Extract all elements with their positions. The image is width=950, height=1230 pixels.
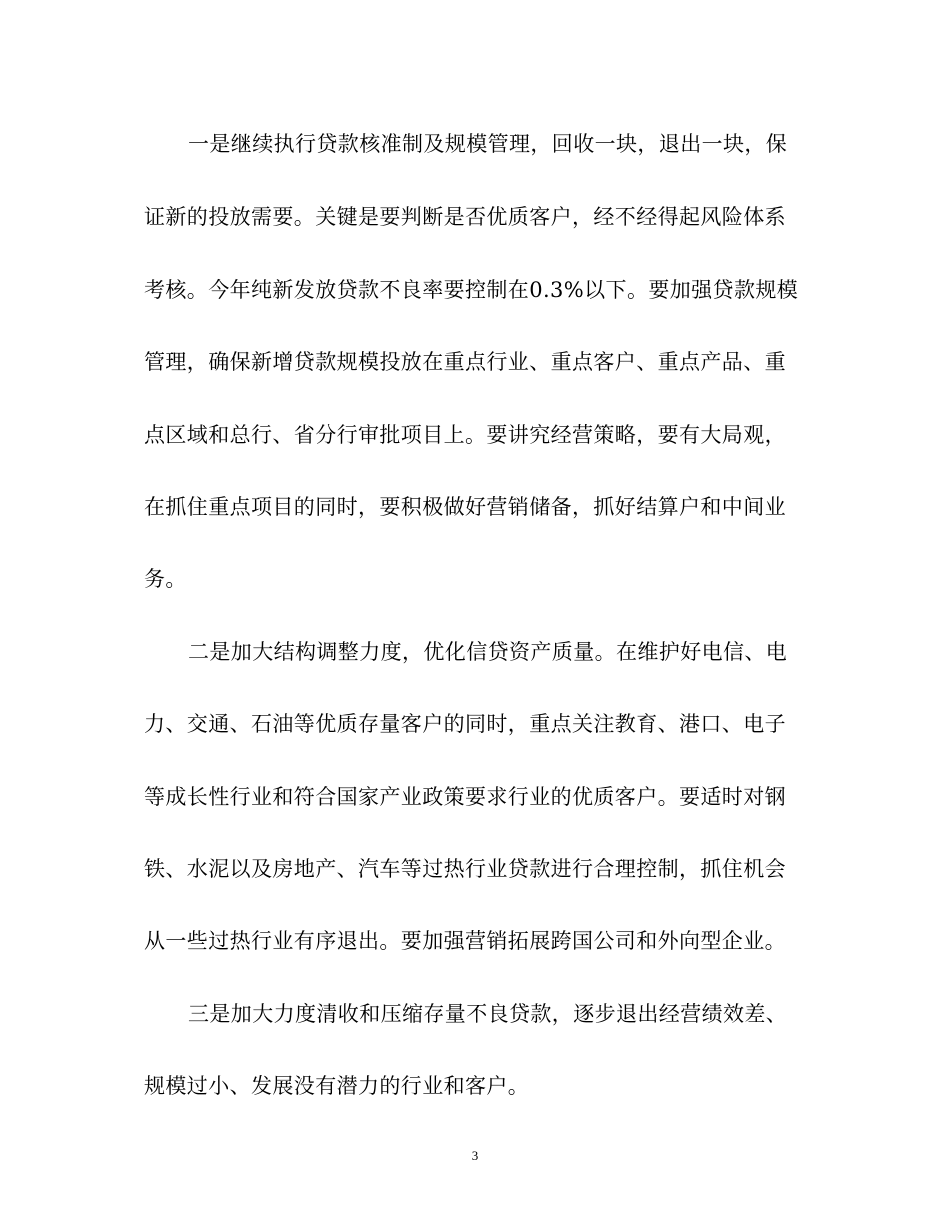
paragraph-1-line-5: 点区域和总行、省分行审批项目上。要讲究经营策略，要有大局观， [144, 423, 786, 447]
paragraph-1-line-7: 务。 [144, 567, 187, 591]
paragraph-1-line-1: 一是继续执行贷款核准制及规模管理，回收一块，退出一块，保 [188, 132, 788, 156]
paragraph-2-line-4: 铁、水泥以及房地产、汽车等过热行业贷款进行合理控制，抓住机会 [144, 857, 786, 881]
paragraph-1-line-4: 管理，确保新增贷款规模投放在重点行业、重点客户、重点产品、重 [144, 350, 786, 374]
paragraph-1-line-2: 证新的投放需要。关键是要判断是否优质客户，经不经得起风险体系 [144, 205, 786, 229]
paragraph-2-line-3: 等成长性行业和符合国家产业政策要求行业的优质客户。要适时对钢 [144, 785, 786, 809]
paragraph-2-line-1: 二是加大结构调整力度，优化信贷资产质量。在维护好电信、电 [188, 640, 788, 664]
paragraph-3-line-2: 规模过小、发展没有潜力的行业和客户。 [144, 1074, 530, 1098]
paragraph-2-line-2: 力、交通、石油等优质存量客户的同时，重点关注教育、港口、电子 [144, 712, 786, 736]
paragraph-2-line-5: 从一些过热行业有序退出。要加强营销拓展跨国公司和外向型企业。 [144, 929, 786, 953]
paragraph-3-line-1: 三是加大力度清收和压缩存量不良贷款，逐步退出经营绩效差、 [188, 1002, 788, 1026]
paragraph-1-line-6: 在抓住重点项目的同时，要积极做好营销储备，抓好结算户和中间业 [144, 495, 786, 519]
page-number: 3 [471, 1148, 479, 1163]
paragraph-1-line-3: 考核。今年纯新发放贷款不良率要控制在0.3%以下。要加强贷款规模 [144, 278, 799, 302]
